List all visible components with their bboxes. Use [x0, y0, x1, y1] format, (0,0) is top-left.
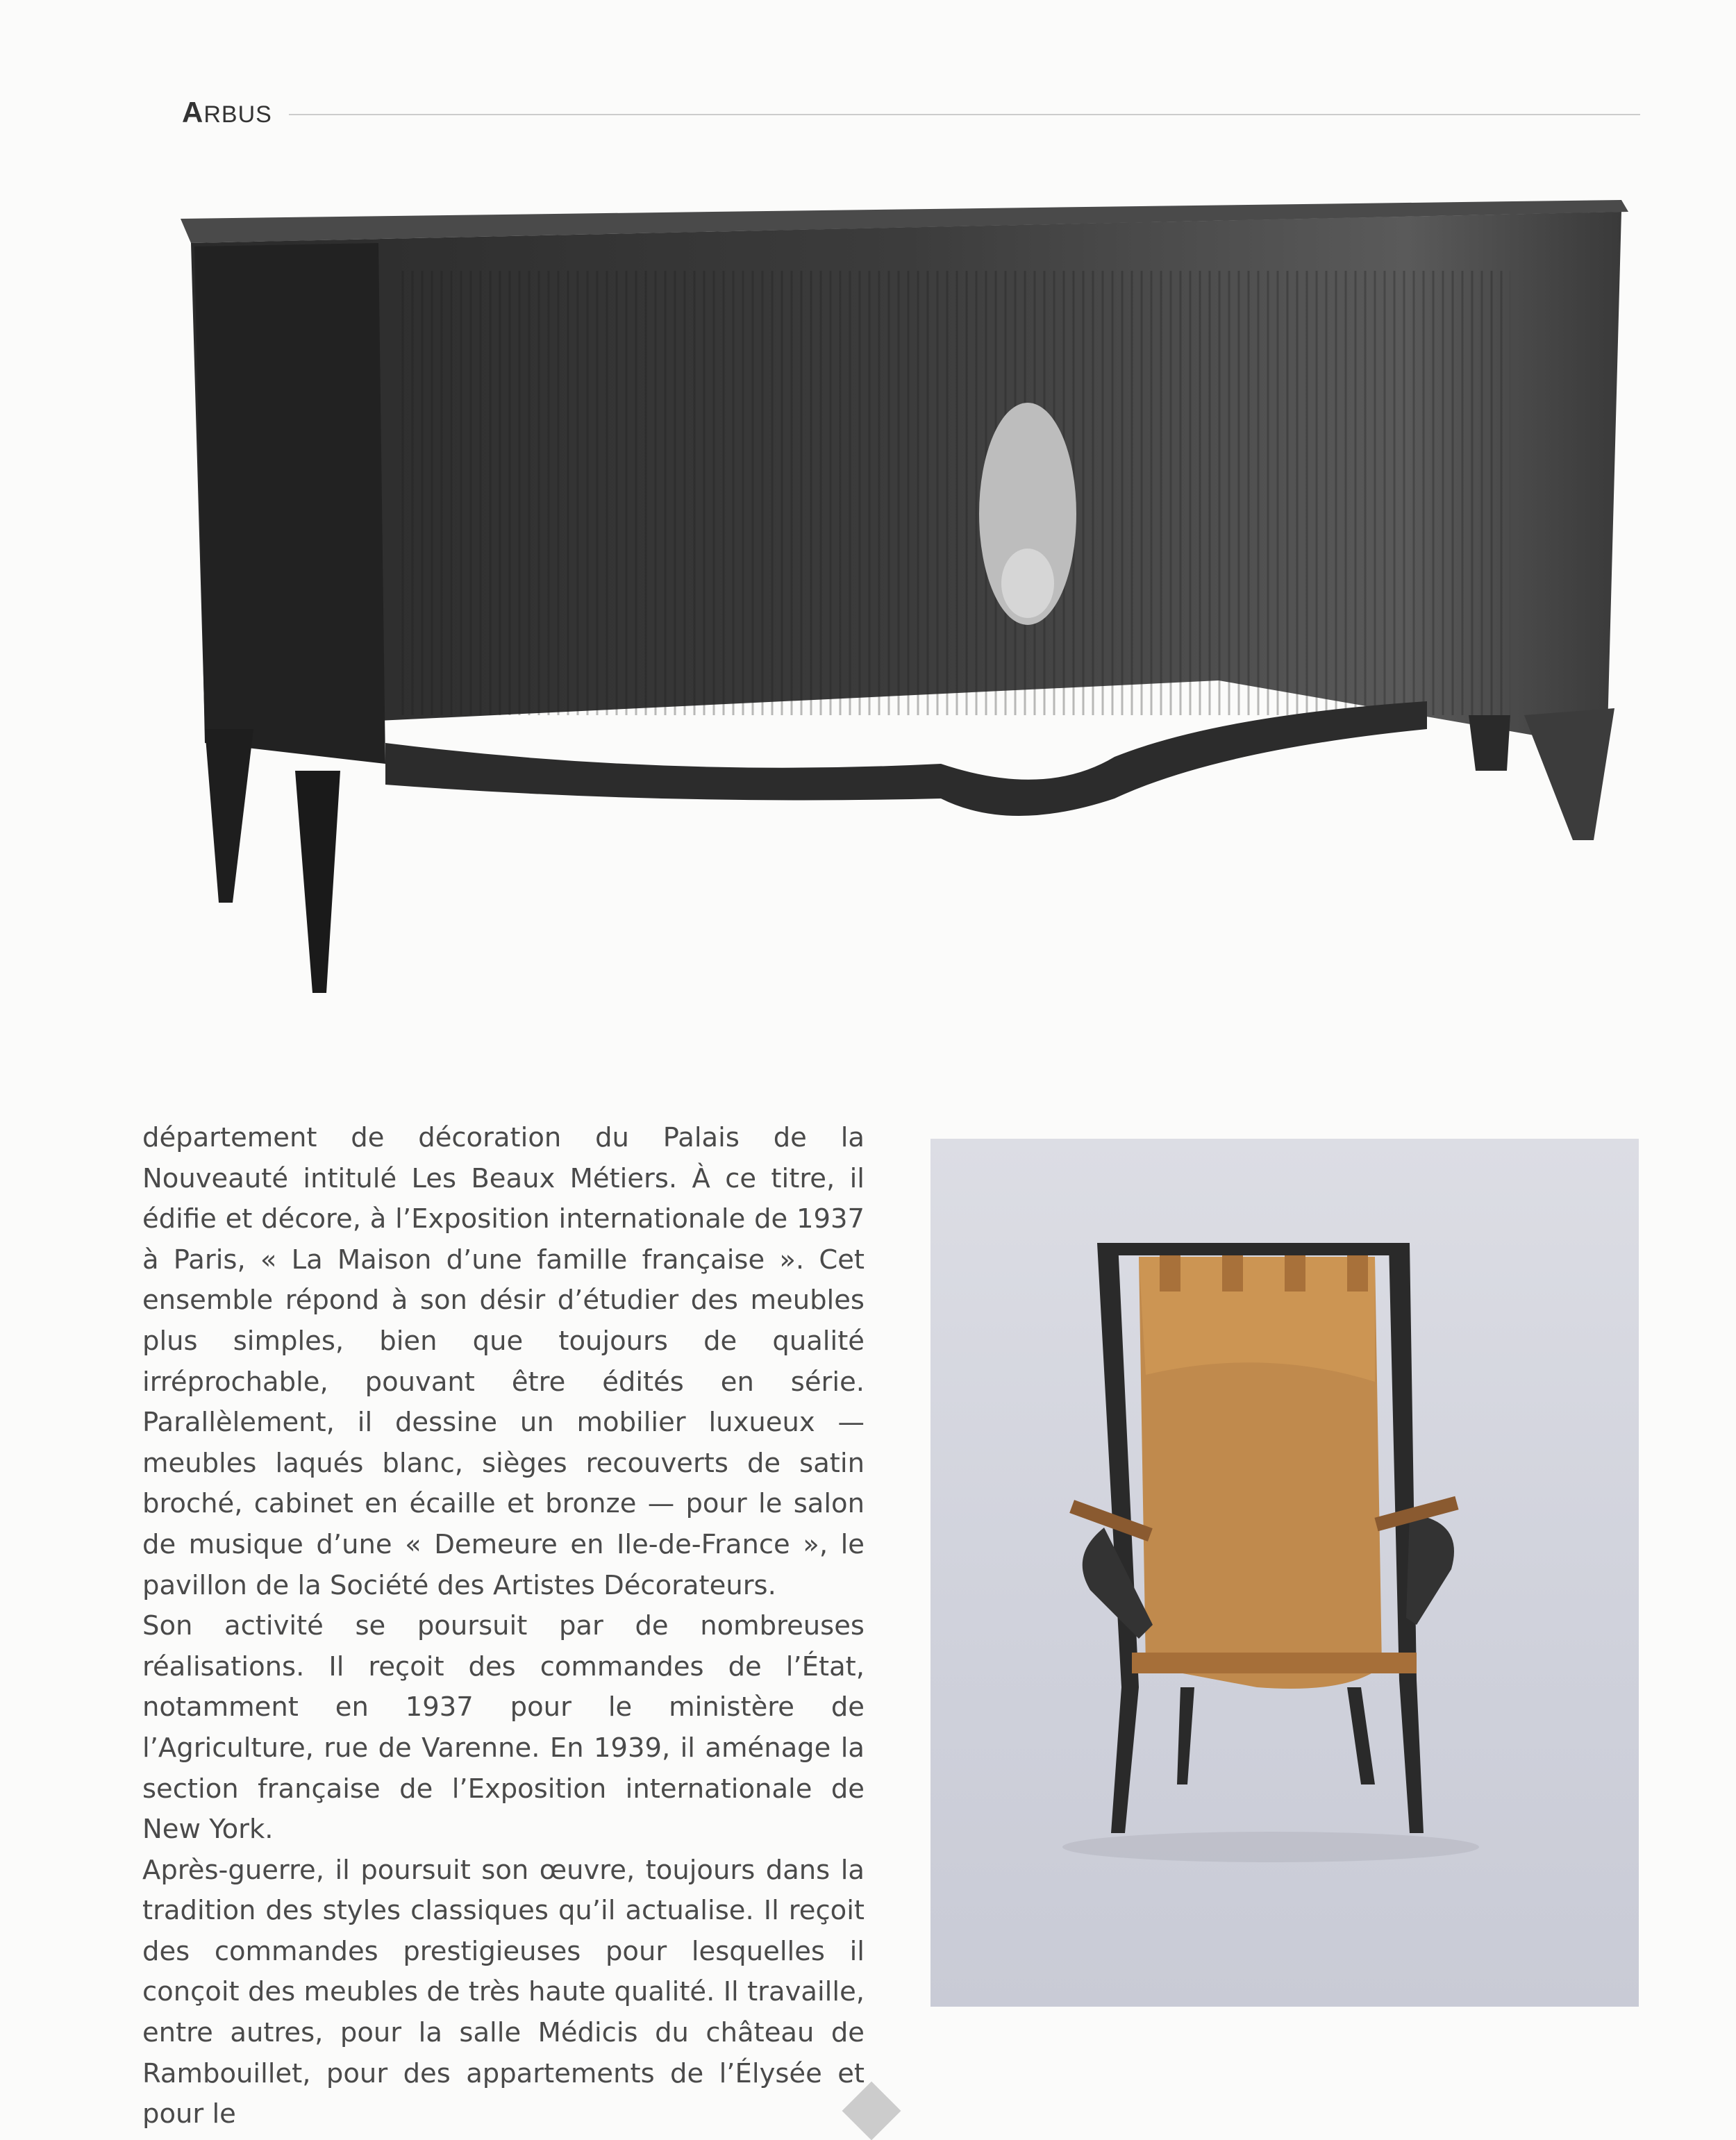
body-text	[142, 1118, 865, 2135]
running-title-rest: RBUS	[203, 101, 272, 128]
running-title	[182, 96, 272, 129]
running-title-initial: A	[182, 96, 204, 128]
paragraph: Après-guerre, il poursuit son œuvre, toujours dans la tradition des styles classiques qu’il actualise. Il reçoit des commandes prestigieuses pour lesquelles il conçoit des meubles de très haute qualité. Il travaille, entre autres, pour la salle Médicis du château de Rambouillet, pour des appartements de l’Élysée et pour le	[142, 1854, 865, 2130]
running-header	[182, 96, 1640, 129]
armchair-photo	[930, 1139, 1639, 2007]
paragraph: département de décoration du Palais de la Nouveauté intitulé Les Beaux Métiers. À ce titre, il édifie et décore, à l’Exposition internationale de 1937 à Paris, « La Maison d’une famille française ». Cet ensemble répond à son désir d’étudier des meubles plus simples, bien que toujours de qualité irréprochable, pouvant être édités en série. Parallèlement, il dessine un mobilier luxueux — meubles laqués blanc, sièges recouverts de satin broché, cabinet en écaille et bronze — pour le salon de musique d’une « Demeure en Ile-de-France », le pavillon de la Société des Artistes Décorateurs.	[142, 1122, 865, 1601]
paragraph: Son activité se poursuit par de nombreuses réalisations. Il reçoit des commandes de l’État, notamment en 1937 pour le ministère de l’Agriculture, rue de Varenne. En 1939, il aménage la section française de l’Exposition internationale de New York.	[142, 1610, 865, 1846]
sideboard-photo	[177, 174, 1635, 1007]
header-rule	[289, 114, 1640, 115]
